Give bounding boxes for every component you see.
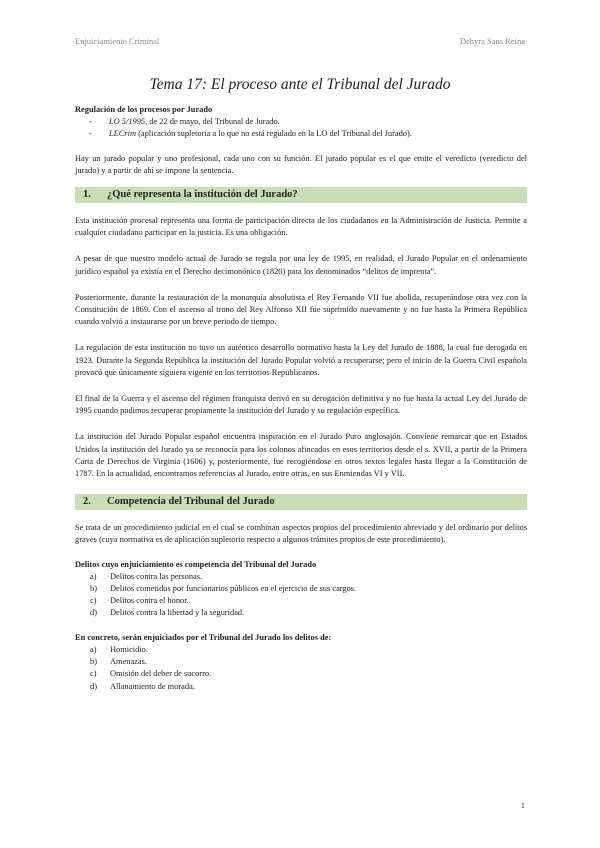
page-title: Tema 17: El proceso ante el Tribunal del Jurado <box>149 76 451 93</box>
section-heading-1: 1. ¿Qué representa la institución del Jurado? <box>75 187 527 203</box>
paragraph: El final de la Guerra y el ascenso del régimen franquista derivó en su derogación definitiva y no fue hasta la actual Ley del Jurado de 1995 cuando pudimos recuperar propiamente la institución del Jurado y su regulación específica. <box>75 394 527 416</box>
document-body <box>75 104 527 693</box>
paragraph: Se trata de un procedimiento judicial en el cual se combinan aspectos propios del procedimiento abreviado y del ordinario por delitos graves (cuya normativa es de aplicación supletorio respecto a algunos trámites propios de este procedimiento). <box>75 523 527 545</box>
list-item: a) Homicidio. <box>90 644 148 654</box>
intro-paragraph: Hay un jurado popular y uno profesional, cada uno con su función. El jurado popular es el que emite el veredicto (veredicto del jurado) y a partir de ahí se impone la sentencia. <box>75 153 527 175</box>
regulation-heading: Regulación de los procesos por Jurado <box>75 105 213 114</box>
paragraph: Posteriormente, durante la restauración de la monarquía absolutista el Rey Fernando VII fue abolida, recuperándose otra vez con la Constitución de 1869. Con el ascenso al trono del Rey Alfonso XII fue suprimido nuevamente y no fue hasta la Primera República cuando volvió a instaurarse por un breve periodo de tiempo. <box>75 292 527 327</box>
list-heading: En concreto, serán enjuiciados por el Tribunal del Jurado los delitos de: <box>75 632 332 642</box>
list-item: a) Delitos contra las personas. <box>90 571 203 581</box>
list-item: b) Amenazas. <box>90 657 147 667</box>
paragraph: La institución del Jurado Popular español encuentra inspiración en el Jurado Puro anglosajón. Conviene remarcar que en Estados Unidos la institución del Jurado ya se reconocía para los colonos afincados en esos territorios desde el s. XVII, a partir de la Primera Carta de Derechos de Virginia (1606) y, posteriormente, fue recogiéndose en otros textos legales hasta llegar a la Constitución de 1787. En la actualidad, encontramos referencias al Jurado, entre otras, en sus Enmiendas VI y VII. <box>75 432 527 479</box>
header-author: Dehyra Sans Reina <box>459 36 525 46</box>
list-item: b) Delitos cometidos por funcionarios públicos en el ejercicio de sus cargos. <box>90 584 357 594</box>
paragraph: Esta institución procesal representa una forma de participación directa de los ciudadanos en la Administración de Justicia. Permite a cualquier ciudadano participar en la justicia. Es una obligación. <box>75 216 527 238</box>
paragraph: La regulación de esta institución no tuvo un auténtico desarrollo normativo hasta la Ley del Jurado de 1888, la cual fue derogada en 1923. Durante la Segunda República la institución del Jurado Popular volvió a recuperarse; pero el inicio de la Guerra Civil española provocó que únicamente siguiera vigente en los territorios Republicanos. <box>75 343 527 377</box>
page-header <box>75 36 525 50</box>
section-heading-2: 2. Competencia del Tribunal del Jurado <box>75 494 527 510</box>
list-heading: Delitos cuyo enjuiciamiento es competencia del Tribunal del Jurado <box>75 559 317 569</box>
regulation-list <box>75 116 527 140</box>
header-course: Enjuiciamiento Criminal <box>75 36 160 46</box>
competence-list <box>75 571 527 620</box>
list-item: c) Delitos contra el honor. <box>90 596 189 606</box>
list-item: c) Omisión del deber de socorro. <box>90 669 212 679</box>
page-number: 1 <box>520 800 525 810</box>
list-item: - LO 5/1995, de 22 de mayo, del Tribunal de Jurado. <box>89 117 280 127</box>
crimes-list <box>75 644 527 693</box>
list-item: d) Allanamiento de morada. <box>90 681 195 691</box>
list-item: - LECrim (aplicación supletoria a lo que no está regulado en la LO del Tribunal del Jurado). <box>89 129 412 139</box>
list-item: d) Delitos contra la libertad y la seguridad. <box>90 608 245 618</box>
paragraph: A pesar de que nuestro modelo actual de Jurado se regula por una ley de 1995, en realidad, el Jurado Popular en el ordenamiento jurídico español ya existía en el Derecho decimonónico (1820) para los denominados “delitos de imprenta”. <box>75 254 527 276</box>
